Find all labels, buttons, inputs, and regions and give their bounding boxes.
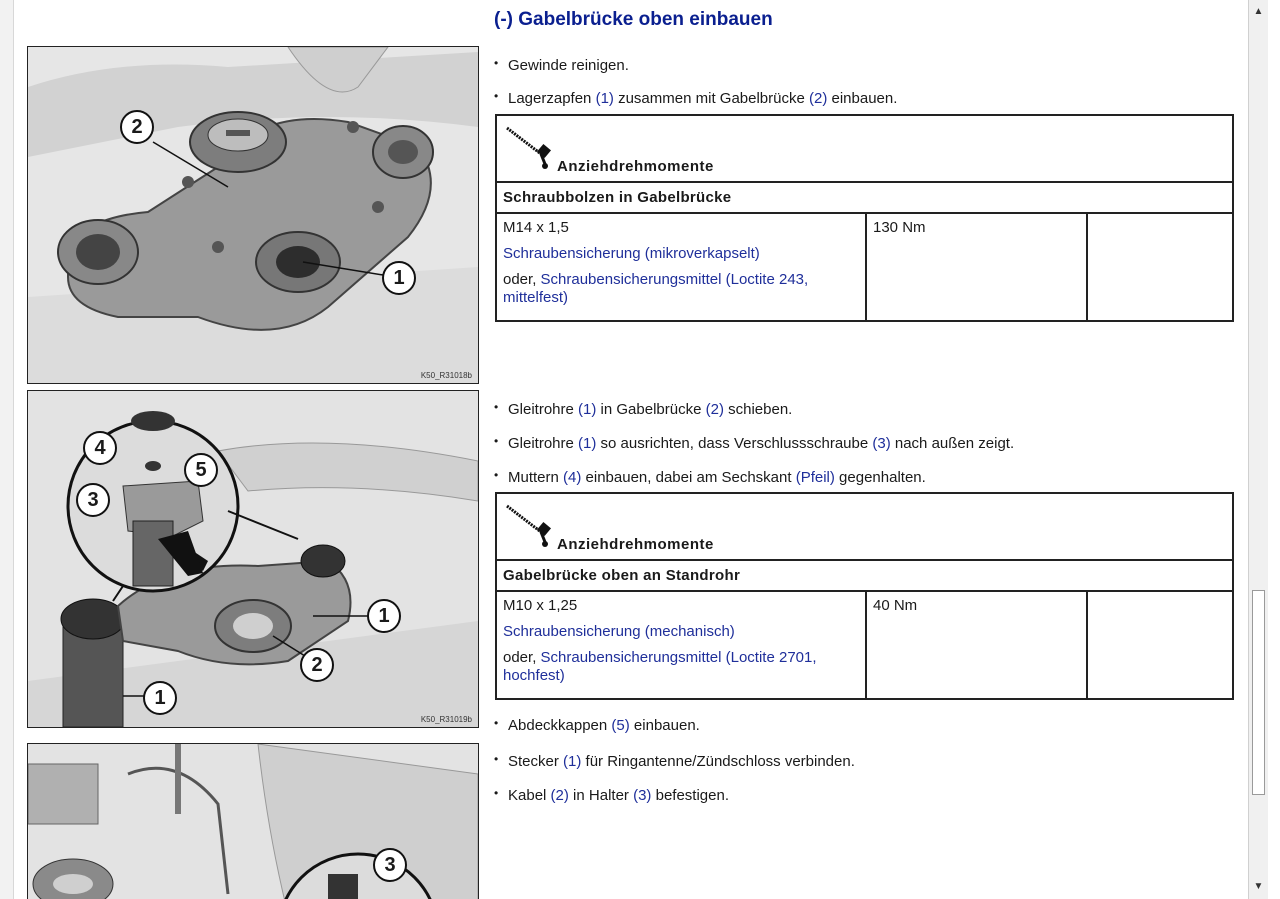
torque-wrench-icon xyxy=(503,502,551,548)
bullet-dot: • xyxy=(494,752,499,766)
vertical-scrollbar[interactable] xyxy=(1248,0,1268,899)
list-item: • Muttern (4) einbauen, dabei am Sechskant (Pfeil) gegenhalten. xyxy=(494,468,926,486)
right-window-edge xyxy=(1268,0,1280,899)
torque-table-subheader: Schraubbolzen in Gabelbrücke xyxy=(497,183,1232,214)
section-title: (-) Gabelbrücke oben einbauen xyxy=(494,9,773,30)
callout-label: 4 xyxy=(83,431,117,465)
reference-link[interactable]: (2) xyxy=(809,90,828,107)
reference-link[interactable]: (Pfeil) xyxy=(795,469,835,486)
reference-link[interactable]: (2) xyxy=(550,787,569,804)
document-content xyxy=(14,0,1248,899)
reference-link[interactable]: (2) xyxy=(705,401,724,418)
bullet-dot: • xyxy=(494,56,499,70)
reference-link[interactable]: (3) xyxy=(633,787,652,804)
reference-link[interactable]: (5) xyxy=(611,717,630,734)
list-item: • Kabel (2) in Halter (3) befestigen. xyxy=(494,786,729,804)
reference-link[interactable]: (3) xyxy=(872,435,891,452)
bullet-dot: • xyxy=(494,468,499,482)
figure-caption: K50_R31018b xyxy=(420,371,472,380)
callout-label: 2 xyxy=(120,110,154,144)
figure-1 xyxy=(27,46,479,384)
list-item: • Gleitrohre (1) so ausrichten, dass Verschlussschraube (3) nach außen zeigt. xyxy=(494,434,1015,452)
reference-link[interactable]: (1) xyxy=(563,753,582,770)
callout-label: 1 xyxy=(367,599,401,633)
reference-link[interactable]: (1) xyxy=(578,435,597,452)
torque-wrench-icon xyxy=(503,124,551,170)
reference-link[interactable]: (1) xyxy=(595,90,614,107)
list-item: • Abdeckkappen (5) einbauen. xyxy=(494,716,700,734)
bullet-dot: • xyxy=(494,434,499,448)
bullet-dot: • xyxy=(494,786,499,800)
callout-label: 3 xyxy=(76,483,110,517)
callout-label: 1 xyxy=(143,681,177,715)
figure-caption: K50_R31019b xyxy=(420,715,472,724)
callout-label: 3 xyxy=(373,848,407,882)
callout-label: 5 xyxy=(184,453,218,487)
torque-table-header: Anziehdrehmomente xyxy=(497,494,1232,561)
torque-table-1 xyxy=(495,114,1234,322)
list-item: • Gewinde reinigen. xyxy=(494,56,629,74)
figure-2 xyxy=(27,390,479,728)
torque-table-header: Anziehdrehmomente xyxy=(497,116,1232,183)
spec-cell: M10 x 1,25 Schraubensicherung (mechanisch) oder, Schraubensicherungsmittel (Loctite 2701, hochfest) xyxy=(497,592,867,698)
threadlock-agent-link[interactable]: Schraubensicherungsmittel (Loctite 2701, hochfest) xyxy=(503,649,817,684)
spec-cell: M14 x 1,5 Schraubensicherung (mikroverkapselt) oder, Schraubensicherungsmittel (Loctite 243, mittelfest) xyxy=(497,214,867,320)
torque-value-cell: 130 Nm xyxy=(867,214,1088,320)
list-item: • Lagerzapfen (1) zusammen mit Gabelbrücke (2) einbauen. xyxy=(494,89,898,107)
scrollbar-thumb[interactable] xyxy=(1252,590,1265,795)
left-window-edge xyxy=(0,0,14,899)
reference-link[interactable]: (4) xyxy=(563,469,582,486)
torque-value-cell: 40 Nm xyxy=(867,592,1088,698)
figure-3 xyxy=(27,743,479,899)
arrow-down-icon[interactable]: ▼ xyxy=(1251,879,1266,894)
torque-table-2 xyxy=(495,492,1234,700)
list-item: • Stecker (1) für Ringantenne/Zündschloss verbinden. xyxy=(494,752,855,770)
arrow-up-icon[interactable]: ▲ xyxy=(1251,4,1266,19)
torque-table-row xyxy=(497,214,1232,320)
list-item: • Gleitrohre (1) in Gabelbrücke (2) schieben. xyxy=(494,400,793,418)
empty-cell xyxy=(1088,592,1232,698)
ignition-illustration xyxy=(28,744,478,899)
empty-cell xyxy=(1088,214,1232,320)
fork-bridge-illustration-1 xyxy=(28,47,478,383)
torque-table-subheader: Gabelbrücke oben an Standrohr xyxy=(497,561,1232,592)
bullet-dot: • xyxy=(494,89,499,103)
bullet-dot: • xyxy=(494,716,499,730)
bullet-dot: • xyxy=(494,400,499,414)
torque-table-row xyxy=(497,592,1232,698)
threadlock-agent-link[interactable]: Schraubensicherungsmittel (Loctite 243, mittelfest) xyxy=(503,271,809,306)
callout-label: 2 xyxy=(300,648,334,682)
threadlock-link[interactable]: Schraubensicherung (mechanisch) xyxy=(503,623,735,640)
callout-label: 1 xyxy=(382,261,416,295)
reference-link[interactable]: (1) xyxy=(578,401,597,418)
threadlock-link[interactable]: Schraubensicherung (mikroverkapselt) xyxy=(503,245,760,262)
